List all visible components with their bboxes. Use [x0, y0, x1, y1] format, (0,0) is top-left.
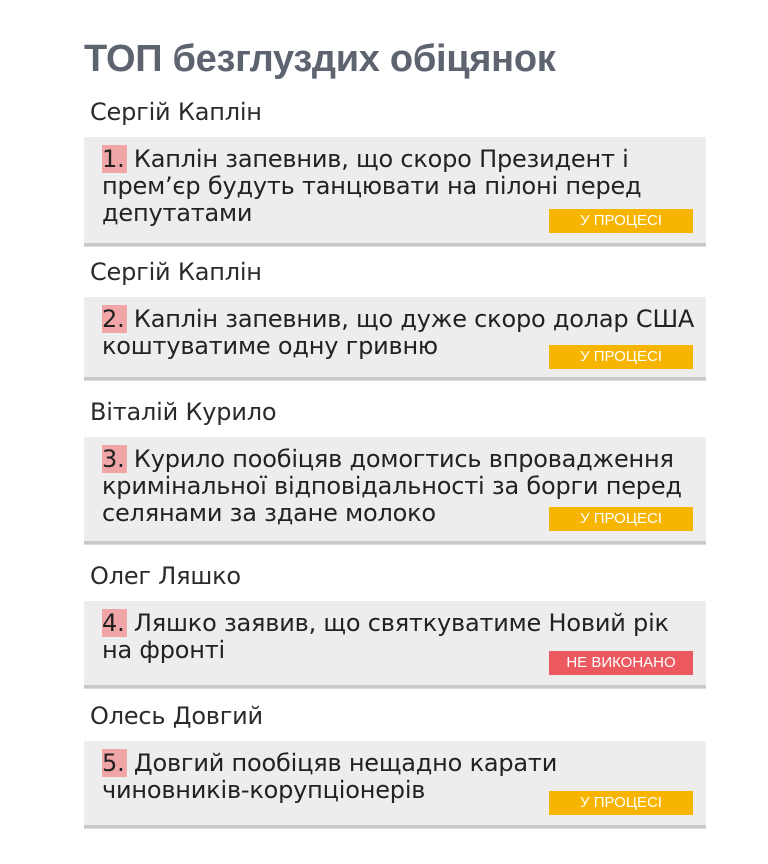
status-badge: У ПРОЦЕСІ [549, 345, 693, 369]
promise-card [84, 437, 706, 544]
promise-number: 1. [102, 145, 125, 173]
promise-number: 5. [102, 749, 125, 777]
author-name: Сергій Каплін [90, 98, 262, 126]
author-name: Віталій Курило [90, 398, 277, 426]
author-name: Олесь Довгий [90, 702, 263, 730]
promise-number: 4. [102, 609, 125, 637]
page-title: ТОП безглуздих обіцянок [84, 38, 556, 80]
promise-number: 3. [102, 445, 125, 473]
promise-card [84, 601, 706, 688]
promise-number: 2. [102, 305, 125, 333]
promise-description: Каплін запевнив, що скоро Президент і прем’єр будуть танцювати на пілоні перед депутатами [102, 145, 642, 227]
author-name: Олег Ляшко [90, 562, 241, 590]
author-name: Сергій Каплін [90, 258, 262, 286]
promise-description: Каплін запевнив, що дуже скоро долар США коштуватиме одну гривню [102, 305, 695, 360]
promise-card [84, 741, 706, 828]
promise-description: Довгий пообіцяв нещадно карати чиновників-корупціонерів [102, 749, 558, 804]
promise-card [84, 137, 706, 246]
status-badge: У ПРОЦЕСІ [549, 209, 693, 233]
status-badge: У ПРОЦЕСІ [549, 791, 693, 815]
status-badge: У ПРОЦЕСІ [549, 507, 693, 531]
promise-description: Ляшко заявив, що святкуватиме Новий рік на фронті [102, 609, 669, 664]
promise-description: Курило пообіцяв домогтись впровадження кримінальної відповідальності за борги перед селянами за здане молоко [102, 445, 682, 527]
promise-card [84, 297, 706, 380]
status-badge: НЕ ВИКОНАНО [549, 651, 693, 675]
